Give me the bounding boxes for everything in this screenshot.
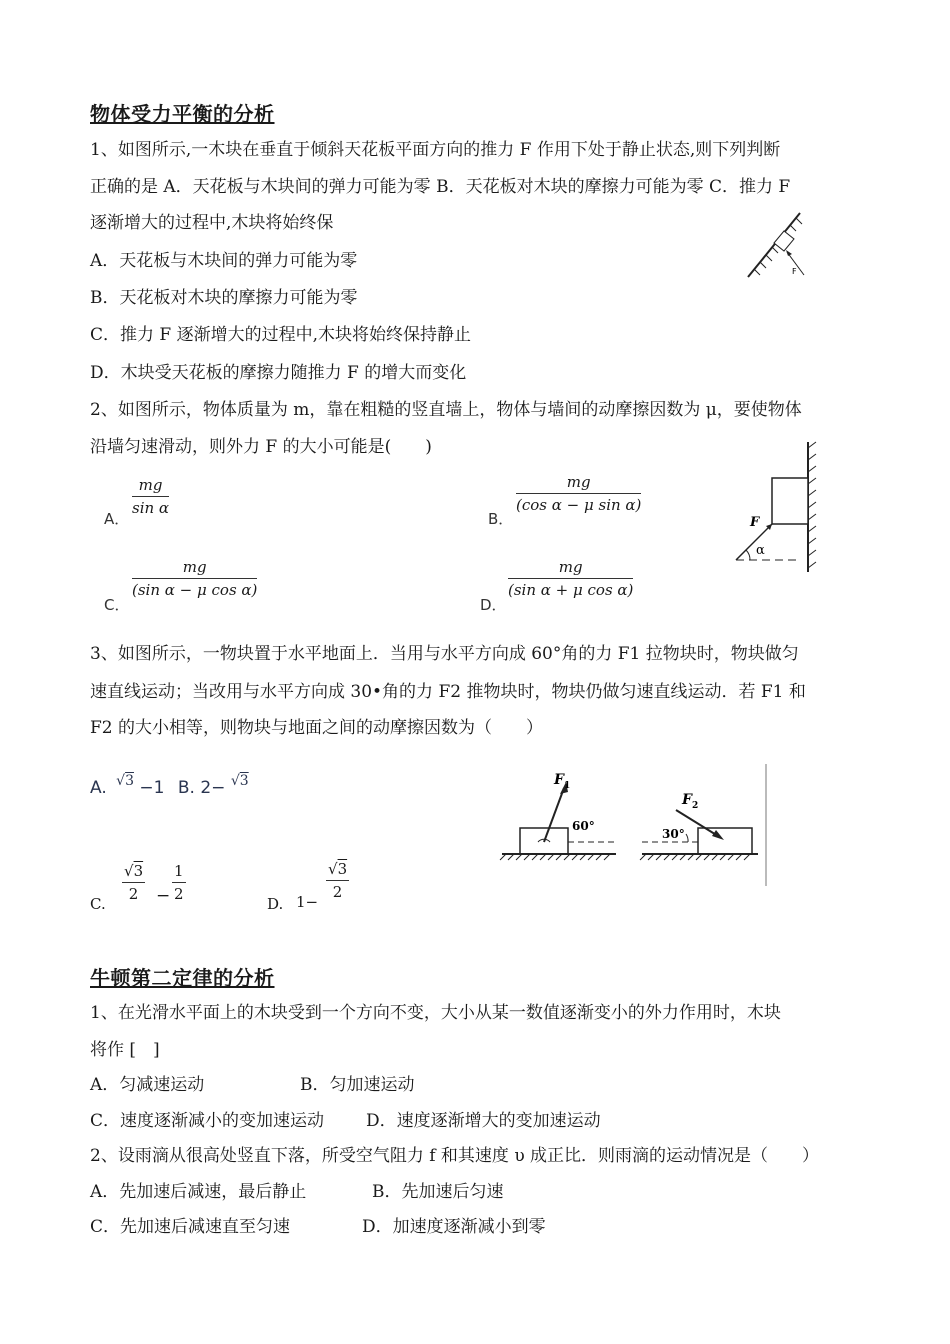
- q3-option-b-sqrt: √3: [230, 773, 249, 789]
- s2-q2-option-d: D．加速度逐渐减小到零: [362, 1217, 546, 1237]
- q2-figure-f-label: F: [750, 515, 760, 530]
- q2-option-b-den: (cos α − μ sin α): [516, 496, 642, 514]
- q1-line-2: 正确的是 A．天花板与木块间的弹力可能为零 B．天花板对木块的摩擦力可能为零 C．推力 F: [90, 177, 791, 197]
- q2-option-c-den: (sin α − μ cos α): [132, 581, 258, 599]
- q3-line-1: 3、如图所示，一物块置于水平地面上．当用与水平方向成 60°角的力 F1 拉物块时，物块做匀: [90, 644, 799, 664]
- q3-figure-f2-label: F: [682, 792, 692, 808]
- q2-line-1: 2、如图所示，物体质量为 m，靠在粗糙的竖直墙上，物体与墙间的动摩擦因数为 μ，要使物体: [90, 400, 802, 420]
- q2-option-b-num: mg: [516, 473, 641, 494]
- s2-q1-option-c: C．速度逐渐减小的变加速运动: [90, 1111, 325, 1131]
- s2-q1-line-2: 将作 [ ]: [90, 1040, 160, 1060]
- q3-options-ab: [90, 773, 249, 798]
- q2-figure-alpha-label: α: [756, 543, 765, 558]
- q2-option-d-num: mg: [508, 558, 633, 579]
- q2-option-c-fraction: [132, 558, 257, 599]
- s2-q1-option-a: A．匀减速运动: [90, 1075, 205, 1095]
- q1-ceiling-figure: [740, 205, 810, 295]
- q3-option-a-sqrt-value: 3: [125, 773, 134, 789]
- s2-q1-line-1: 1、在光滑水平面上的木块受到一个方向不变，大小从某一数值逐渐变小的外力作用时，木块: [90, 1003, 781, 1023]
- s2-q2-option-a: A．先加速后减速，最后静止: [90, 1182, 307, 1202]
- q2-line-2: 沿墙匀速滑动，则外力 F 的大小可能是( ): [90, 437, 432, 457]
- q2-option-d-den: (sin α + μ cos α): [508, 581, 634, 599]
- q3-option-d-label: D.: [267, 895, 284, 913]
- q3-figure-30-label: 30°: [662, 827, 685, 841]
- q3-figure-f2-sub: 2: [692, 801, 699, 811]
- q3-line-2: 速直线运动；当改用与水平方向成 30•角的力 F2 推物块时，物块仍做匀速直线运动．若 F1 和: [90, 682, 806, 702]
- q1-option-a: A．天花板与木块间的弹力可能为零: [90, 251, 358, 271]
- q2-option-c-label: C．: [104, 596, 130, 614]
- s2-q1-option-b: B．匀加速运动: [300, 1075, 415, 1095]
- q1-figure-f-label: F: [792, 267, 797, 276]
- q3-option-a-label: A.: [90, 778, 107, 798]
- q3-line-3: F2 的大小相等，则物块与地面之间的动摩擦因数为（ ）: [90, 718, 544, 738]
- q3-option-b-label: B.: [177, 778, 195, 798]
- q2-option-d-fraction: [508, 558, 633, 599]
- q2-option-a-label: A．: [104, 510, 130, 528]
- section-title-equilibrium: 物体受力平衡的分析: [90, 102, 275, 126]
- q3-option-a-expr: −1: [139, 778, 165, 798]
- q3-option-a-sqrt: √3: [116, 773, 134, 789]
- q3-figure-60-label: 60°: [572, 819, 595, 833]
- q3-force-figure: [492, 760, 772, 888]
- q2-option-a-num: mg: [132, 476, 169, 497]
- q3-figure-f1-sub: 1: [564, 781, 571, 791]
- s2-q1-option-d: D．速度逐渐增大的变加速运动: [366, 1111, 601, 1131]
- q2-option-d-label: D．: [480, 596, 507, 614]
- s2-q2-line-1: 2、设雨滴从很高处竖直下落，所受空气阻力 f 和其速度 υ 成正比．则雨滴的运动情况是（ ）: [90, 1146, 820, 1166]
- s2-q2-option-c: C．先加速后减速直至匀速: [90, 1217, 291, 1237]
- q1-line-3: 逐渐增大的过程中,木块将始终保: [90, 213, 334, 233]
- q1-option-c: C．推力 F 逐渐增大的过程中,木块将始终保持静止: [90, 325, 472, 345]
- q3-figure-f1-label: F: [554, 772, 564, 788]
- q2-option-a-den: sin α: [132, 499, 170, 517]
- q1-line-1: 1、如图所示,一木块在垂直于倾斜天花板平面方向的推力 F 作用下处于静止状态,则下列判断: [90, 140, 781, 160]
- q3-option-b-expr: 2−: [200, 778, 226, 798]
- q3-option-d-frac: $\frac{√3}{2}$: [328, 860, 348, 901]
- q3-option-c-minus: −: [156, 886, 171, 906]
- q3-option-c-frac2: $\frac{1}{2}$: [174, 862, 184, 903]
- q3-option-d-expr: 1−: [296, 893, 319, 911]
- s2-q2-option-b: B．先加速后匀速: [372, 1182, 504, 1202]
- q1-option-d: D．木块受天花板的摩擦力随推力 F 的增大而变化: [90, 363, 467, 383]
- q3-option-b-sqrt-value: 3: [239, 773, 249, 789]
- q2-option-b-label: B．: [488, 510, 514, 528]
- q2-wall-figure: [728, 440, 828, 580]
- q1-option-b: B．天花板对木块的摩擦力可能为零: [90, 288, 358, 308]
- q2-option-c-num: mg: [132, 558, 257, 579]
- section-title-newton: 牛顿第二定律的分析: [90, 966, 275, 990]
- q3-option-c-frac1: $\frac{√3}{2}$: [124, 862, 144, 903]
- q3-option-c-label: C.: [90, 895, 106, 913]
- q2-option-b-fraction: [516, 473, 641, 514]
- q2-option-a-fraction: [132, 476, 169, 517]
